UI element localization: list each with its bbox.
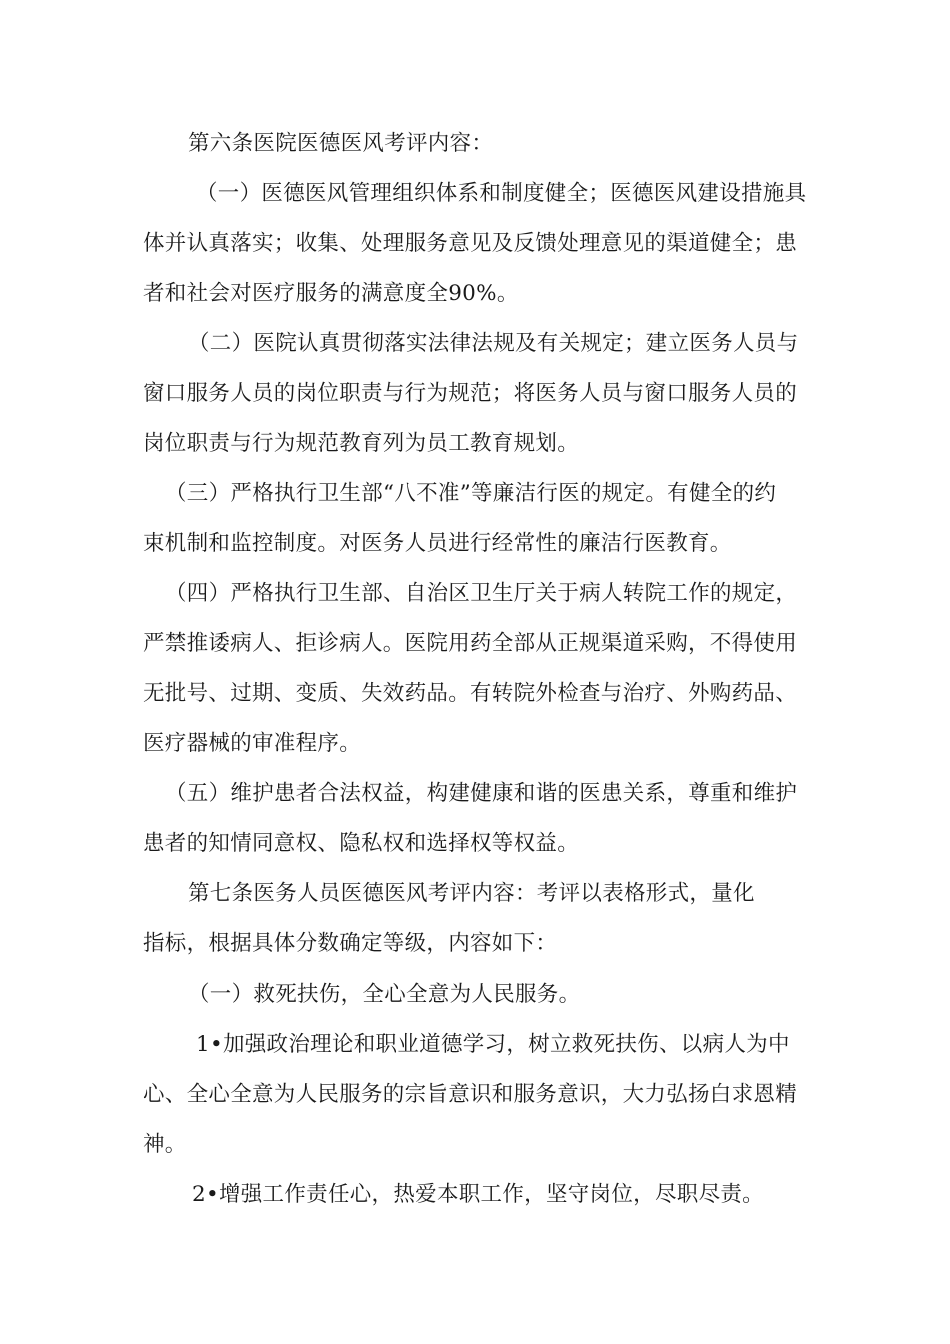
- paragraph-line: 指标，根据具体分数确定等级，内容如下：: [143, 931, 558, 956]
- paragraph-line: 医疗器械的审准程序。: [143, 731, 362, 756]
- article-7-heading: 第七条医务人员医德医风考评内容：考评以表格形式，量化: [188, 881, 755, 906]
- paragraph-line: （一）医德医风管理组织体系和制度健全；医德医风建设措施具: [196, 181, 807, 206]
- paragraph-line: 岗位职责与行为规范教育列为员工教育规划。: [143, 431, 580, 456]
- paragraph-line: 束机制和监控制度。对医务人员进行经常性的廉洁行医教育。: [143, 531, 732, 556]
- paragraph-line: 无批号、过期、变质、失效药品。有转院外检查与治疗、外购药品、: [143, 681, 798, 706]
- paragraph-line: 心、全心全意为人民服务的宗旨意识和服务意识，大力弘扬白求恩精: [143, 1082, 798, 1107]
- article-6-heading: 第六条医院医德医风考评内容：: [188, 131, 494, 156]
- paragraph-line: 窗口服务人员的岗位职责与行为规范；将医务人员与窗口服务人员的: [143, 381, 798, 406]
- paragraph-line: （五）维护患者合法权益，构建健康和谐的医患关系，尊重和维护: [165, 781, 798, 806]
- paragraph-line: 神。: [143, 1132, 187, 1157]
- paragraph-line: （二）医院认真贯彻落实法律法规及有关规定；建立医务人员与: [188, 331, 799, 356]
- list-item: 2•增强工作责任心，热爱本职工作，坚守岗位，尽职尽责。: [192, 1182, 764, 1207]
- list-item: 1•加强政治理论和职业道德学习，树立救死扶伤、以病人为中: [196, 1032, 790, 1057]
- paragraph-line: 严禁推诿病人、拒诊病人。医院用药全部从正规渠道采购，不得使用: [143, 631, 798, 656]
- paragraph-line: 患者的知情同意权、隐私权和选择权等权益。: [143, 831, 580, 856]
- paragraph-line: （三）严格执行卫生部“八不准”等廉洁行医的规定。有健全的约: [165, 481, 777, 506]
- paragraph-line: 体并认真落实；收集、处理服务意见及反馈处理意见的渠道健全；患: [143, 231, 798, 256]
- paragraph-line: （四）严格执行卫生部、自治区卫生厅关于病人转院工作的规定，: [165, 581, 798, 606]
- section-heading: （一）救死扶伤，全心全意为人民服务。: [188, 982, 581, 1007]
- paragraph-line: 者和社会对医疗服务的满意度全90%。: [143, 281, 519, 306]
